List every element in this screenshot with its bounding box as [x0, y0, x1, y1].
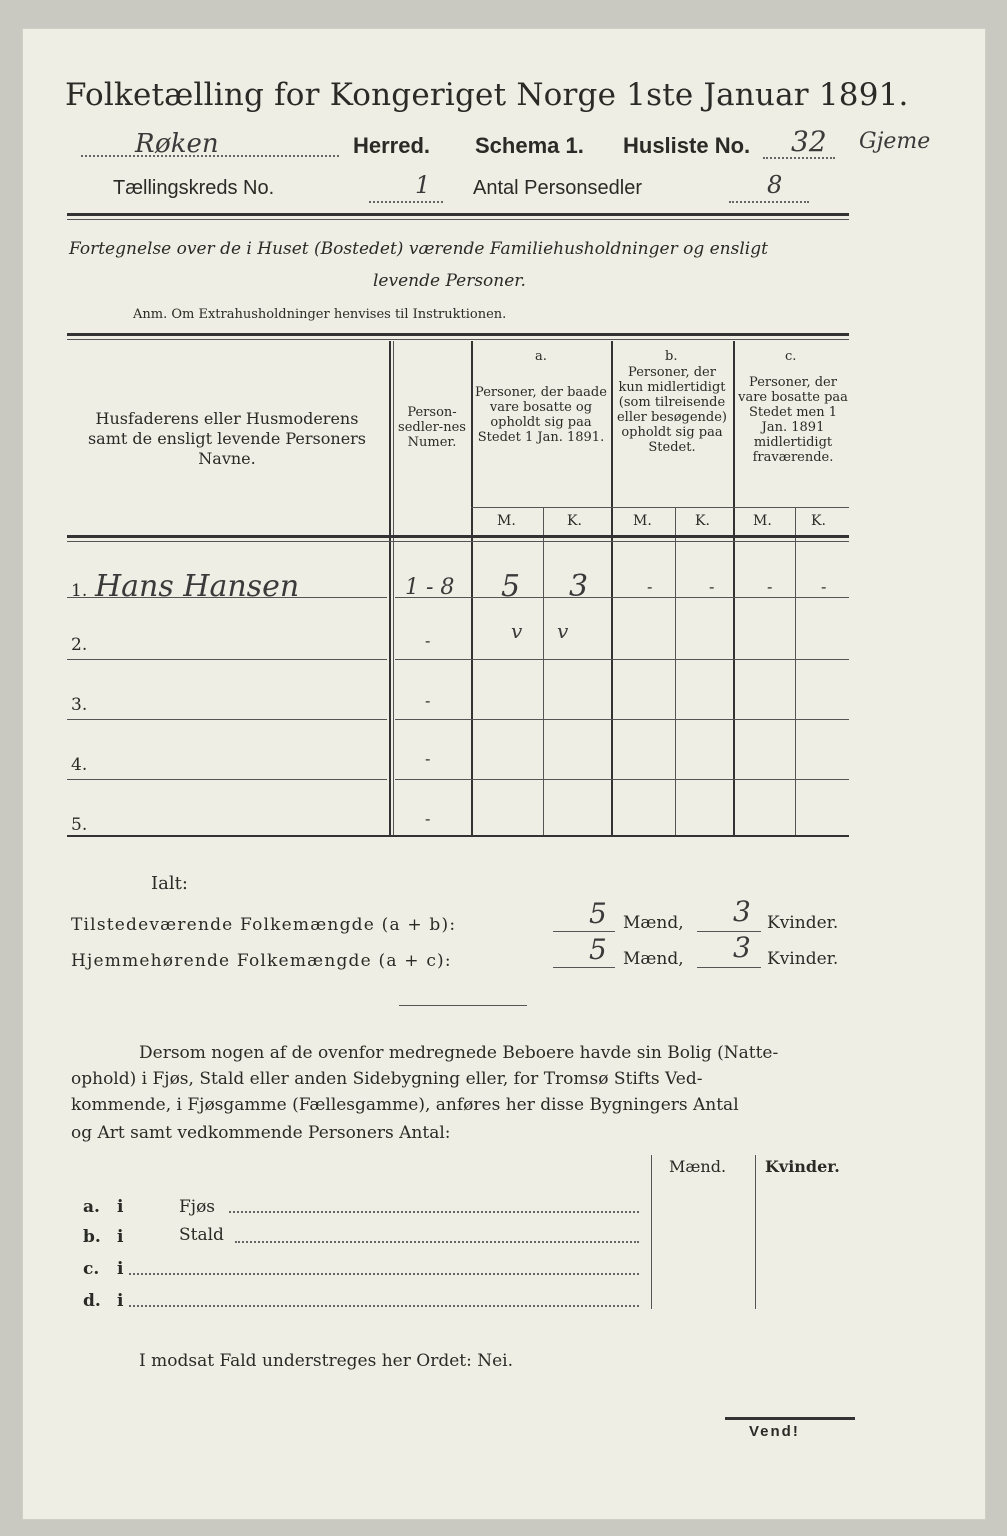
row-3-number: 3. [71, 695, 88, 715]
a-m-label: M. [497, 513, 516, 529]
row-1-sedler: 1 - 8 [405, 575, 455, 600]
row-1-a-m: 5 [501, 569, 521, 604]
totals-line-1-label: Tilstedeværende Folkemængde (a + b): [71, 915, 457, 935]
row-2-a-k: v [557, 619, 569, 643]
header-c-letter: c. [785, 349, 797, 364]
intro-line-2: levende Personer. [373, 271, 526, 291]
vend-label: Vend! [749, 1423, 800, 1440]
row-3-sedler: - [425, 691, 431, 710]
header-sedler-column: Person-sedler-nes Numer. [398, 405, 466, 450]
row-4-sedler: - [425, 749, 431, 768]
bolig-item-a-prep: i [117, 1197, 124, 1217]
header-b-column: Personer, der kun midlertidigt (som tilreisende eller besøgende) opholdt sig paa Stedet. [616, 365, 728, 455]
bolig-paragraph-line-2: ophold) i Fjøs, Stald eller anden Sidebygning eller, for Tromsø Stifts Ved- [71, 1069, 703, 1089]
herred-label: Herred. [353, 133, 431, 158]
kreds-label: Tællingskreds No. [113, 177, 275, 199]
bolig-paragraph-line-3: kommende, i Fjøsgamme (Fællesgamme), anføres her disse Bygningers Antal [71, 1095, 739, 1115]
bolig-item-b-label: Stald [179, 1225, 224, 1245]
bolig-item-b-letter: b. [83, 1227, 101, 1247]
schema-label: Schema 1. [475, 133, 584, 158]
husliste-label: Husliste No. [623, 133, 751, 158]
row-1-b-k: - [709, 577, 715, 596]
row-1-number: 1. [71, 581, 88, 601]
bolig-item-b-prep: i [117, 1227, 124, 1247]
bolig-item-a-letter: a. [83, 1197, 100, 1217]
bolig-paragraph-line-4: og Art samt vedkommende Personers Antal: [71, 1123, 451, 1143]
totals-line-1-maend: Mænd, [623, 913, 684, 933]
kreds-number-handwritten: 1 [415, 171, 431, 199]
row-4-number: 4. [71, 755, 88, 775]
totals-line-2-label: Hjemmehørende Folkemængde (a + c): [71, 951, 452, 971]
row-1-c-k: - [821, 577, 827, 596]
row-1-name: Hans Hansen [95, 569, 300, 604]
census-form-page [22, 28, 986, 1520]
header-a-letter: a. [535, 349, 547, 364]
row-2-sedler: - [425, 631, 431, 650]
anm-note: Anm. Om Extrahusholdninger henvises til Instruktionen. [133, 307, 507, 322]
bolig-item-d-prep: i [117, 1291, 124, 1311]
header-a-column: Personer, der baade vare bosatte og opholdt sig paa Stedet 1 Jan. 1891. [475, 385, 607, 445]
husliste-number-handwritten: 32 [791, 125, 827, 158]
row-1-b-m: - [647, 577, 653, 596]
totals-line-2-k: 3 [733, 931, 751, 964]
b-k-label: K. [695, 513, 710, 529]
intro-line-1: Fortegnelse over de i Huset (Bostedet) værende Familiehusholdninger og ensligt [69, 239, 768, 259]
bolig-item-d-letter: d. [83, 1291, 101, 1311]
antal-number-handwritten: 8 [767, 171, 783, 199]
bolig-col-kvinder: Kvinder. [765, 1157, 840, 1176]
totals-line-1-k: 3 [733, 895, 751, 928]
c-k-label: K. [811, 513, 826, 529]
totals-line-1-kvinder: Kvinder. [767, 913, 839, 933]
totals-line-2-kvinder: Kvinder. [767, 949, 839, 969]
row-2-a-m: v [511, 619, 523, 643]
row-1-a-k: 3 [569, 569, 589, 604]
ialt-label: Ialt: [151, 873, 188, 894]
totals-line-2-maend: Mænd, [623, 949, 684, 969]
footer-note: I modsat Fald understreges her Ordet: Nei. [139, 1351, 514, 1371]
bolig-item-c-letter: c. [83, 1259, 100, 1279]
a-k-label: K. [567, 513, 582, 529]
header-c-column: Personer, der vare bosatte paa Stedet men 1 Jan. 1891 midlertidigt fraværende. [738, 375, 848, 465]
row-5-sedler: - [425, 809, 431, 828]
c-m-label: M. [753, 513, 772, 529]
row-5-number: 5. [71, 815, 88, 835]
row-1-c-m: - [767, 577, 773, 596]
b-m-label: M. [633, 513, 652, 529]
bolig-col-maend: Mænd. [669, 1157, 727, 1176]
header-b-letter: b. [665, 349, 678, 364]
form-title: Folketælling for Kongeriget Norge 1ste Januar 1891. [65, 77, 909, 113]
header-name-column: Husfaderens eller Husmoderens samt de ensligt levende Personers Navne. [87, 409, 367, 468]
antal-label: Antal Personsedler [473, 177, 642, 199]
totals-line-1-m: 5 [589, 897, 607, 930]
row-2-number: 2. [71, 635, 88, 655]
bolig-paragraph-line-1: Dersom nogen af de ovenfor medregnede Beboere havde sin Bolig (Natte- [139, 1043, 779, 1063]
bolig-item-c-prep: i [117, 1259, 124, 1279]
municipality-handwritten: Røken [135, 129, 219, 159]
husliste-extra-handwritten: Gjeme [859, 129, 931, 154]
bolig-item-a-label: Fjøs [179, 1197, 216, 1217]
totals-line-2-m: 5 [589, 933, 607, 966]
